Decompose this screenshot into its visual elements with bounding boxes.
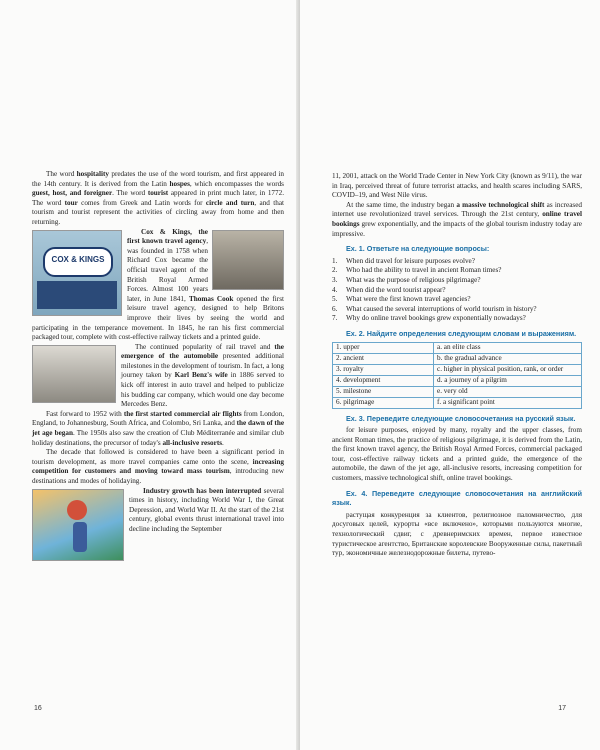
- question-item: 3. What was the purpose of religious pilgrimage?: [332, 275, 481, 284]
- exercise-3-title: Ex. 3. Переведите следующие словосочетания на русский язык.: [346, 413, 576, 423]
- thomas-cook-photo: [212, 230, 284, 290]
- table-row: 3. royalty c. higher in physical position, rank, or order: [333, 364, 582, 375]
- paragraph: The continued popularity of rail travel and the emergence of the automobile presented additional milestones in the development of tourism. In fact, a long journey taken by Karl Benz's wife in 1886 served to kick off interest in auto travel and helped to publicize his budding car company, which would one day become Mercedes Benz.: [121, 342, 284, 409]
- right-page: [300, 0, 600, 750]
- exercise-4-title: Ex. 4. Переведите следующие словосочетания на английский язык.: [332, 488, 582, 508]
- right-column: [332, 172, 582, 559]
- question-item: 4. When did the word tourist appear?: [332, 285, 446, 294]
- tourist-illustration: [32, 489, 124, 561]
- table-row: 2. ancient b. the gradual advance: [333, 353, 582, 364]
- left-column: [32, 170, 284, 563]
- page-number: 16: [34, 705, 42, 712]
- table-row: 5. milestone e. very old: [333, 386, 582, 397]
- paragraph: Fast forward to 1952 with the first started commercial air flights from London, England, to Johannesburg, South Africa, and Colombo, Sri Lanka, and the dawn of the jet age began. The 1950s also saw the creation of Club Méditerranée and similar club holiday destinations, the precursor of today's all-inclusive resorts.: [32, 409, 285, 447]
- benz-car-photo: [32, 345, 116, 403]
- cox-and-kings-image: [32, 230, 122, 316]
- paragraph: The decade that followed is considered to have been a significant period in tourism development, as more travel companies came onto the scene, increasing competition for customers and moving toward mass tourism, introducing new destinations and modes of holidaying.: [32, 448, 284, 485]
- exercise-2-title: Ex. 2. Найдите определения следующим словам и выражениям.: [346, 328, 577, 338]
- question-item: 7. Why do online travel bookings grew exponentially nowadays?: [332, 314, 526, 323]
- table-row: 6. pilgrimage f. a significant point: [333, 397, 582, 408]
- exercise-1-title: Ex. 1. Ответьте на следующие вопросы:: [346, 244, 490, 254]
- page-number: 17: [558, 705, 566, 712]
- matching-table: [332, 342, 582, 409]
- paragraph: Industry growth has been interrupted several times in history, including World War I, the Great Depression, and World War II. At the start of the 21st century, global events thrust international travel into decline including the September: [129, 486, 284, 533]
- question-item: 5. What were the first known travel agencies?: [332, 295, 471, 304]
- paragraph: Cox & Kings, the first known travel agency, was founded in 1758 when Richard Cox became the official travel agent of the British Royal Armed Forces. Almost 100 years later, in June 1841, Thomas Cook opened the first leisure travel agency, designed to help Britons improve their lives by seeing the world and participating in the temperance movement. In 1845, he ran his first commercial packaged tour, complete with cost-effective railway tickets and a printed guide.: [32, 227, 284, 342]
- paragraph: At the same time, the industry began a massive technological shift as increased internet use revolutionized travel services. Through the 21st century, online travel bookings grew exponentially, and the impacts of the global tourism industry today are impressive.: [332, 200, 583, 238]
- table-row: 4. development d. a journey of a pilgrim: [333, 375, 582, 386]
- cox-kings-logo: COX & KINGS: [43, 247, 113, 277]
- question-item: 1. When did travel for leisure purposes evolve?: [332, 256, 475, 265]
- paragraph: 11, 2001, attack on the World Trade Center in New York City (known as 9/11), the war in Iraq, perceived threat of future terrorist attacks, and health scares including SARS, COVID–19, and West Nile virus.: [332, 172, 582, 200]
- question-list: [332, 257, 582, 324]
- question-item: 2. Who had the ability to travel in ancient Roman times?: [332, 266, 502, 275]
- exercise-4-text: растущая конкуренция за клиентов, религиозное паломничество, для досуговых целей, курорты «все включено», которыми пользуются многие, технологический сдвиг, с древнеримских времен, первое известное туристическое агентство, Британские королевские Вооруженные силы, пакетный тур, экономичные железнодорожные билеты, путево-: [332, 510, 582, 558]
- exercise-3-text: for leisure purposes, enjoyed by many, royalty and the upper classes, from ancient Roman times, the practice of religious pilgrimage, it is derived from the Latin, the first known travel agency, the British Royal Armed Forces, commercial packaged tour, cost-effective railway tickets and a printed guide, the emergence of the automobile, the dawn of the jet age, all-inclusive resorts, increasing competition for customers, massive technological shift, online travel bookings.: [332, 426, 582, 483]
- question-item: 6. What caused the several interruptions of world tourism in history?: [332, 304, 537, 313]
- paragraph: The word hospitality predates the use of the word tourism, and first appeared in the 14th century. It is derived from the Latin hospes, which encompasses the words guest, host, and foreigner. The word tourist appeared in print much later, in 1772. The word tour comes from Greek and Latin words for circle and turn, and that tourism and tourist represent the activities of circling away from home and then returning.: [32, 170, 285, 226]
- table-row: 1. upper a. an elite class: [333, 342, 582, 353]
